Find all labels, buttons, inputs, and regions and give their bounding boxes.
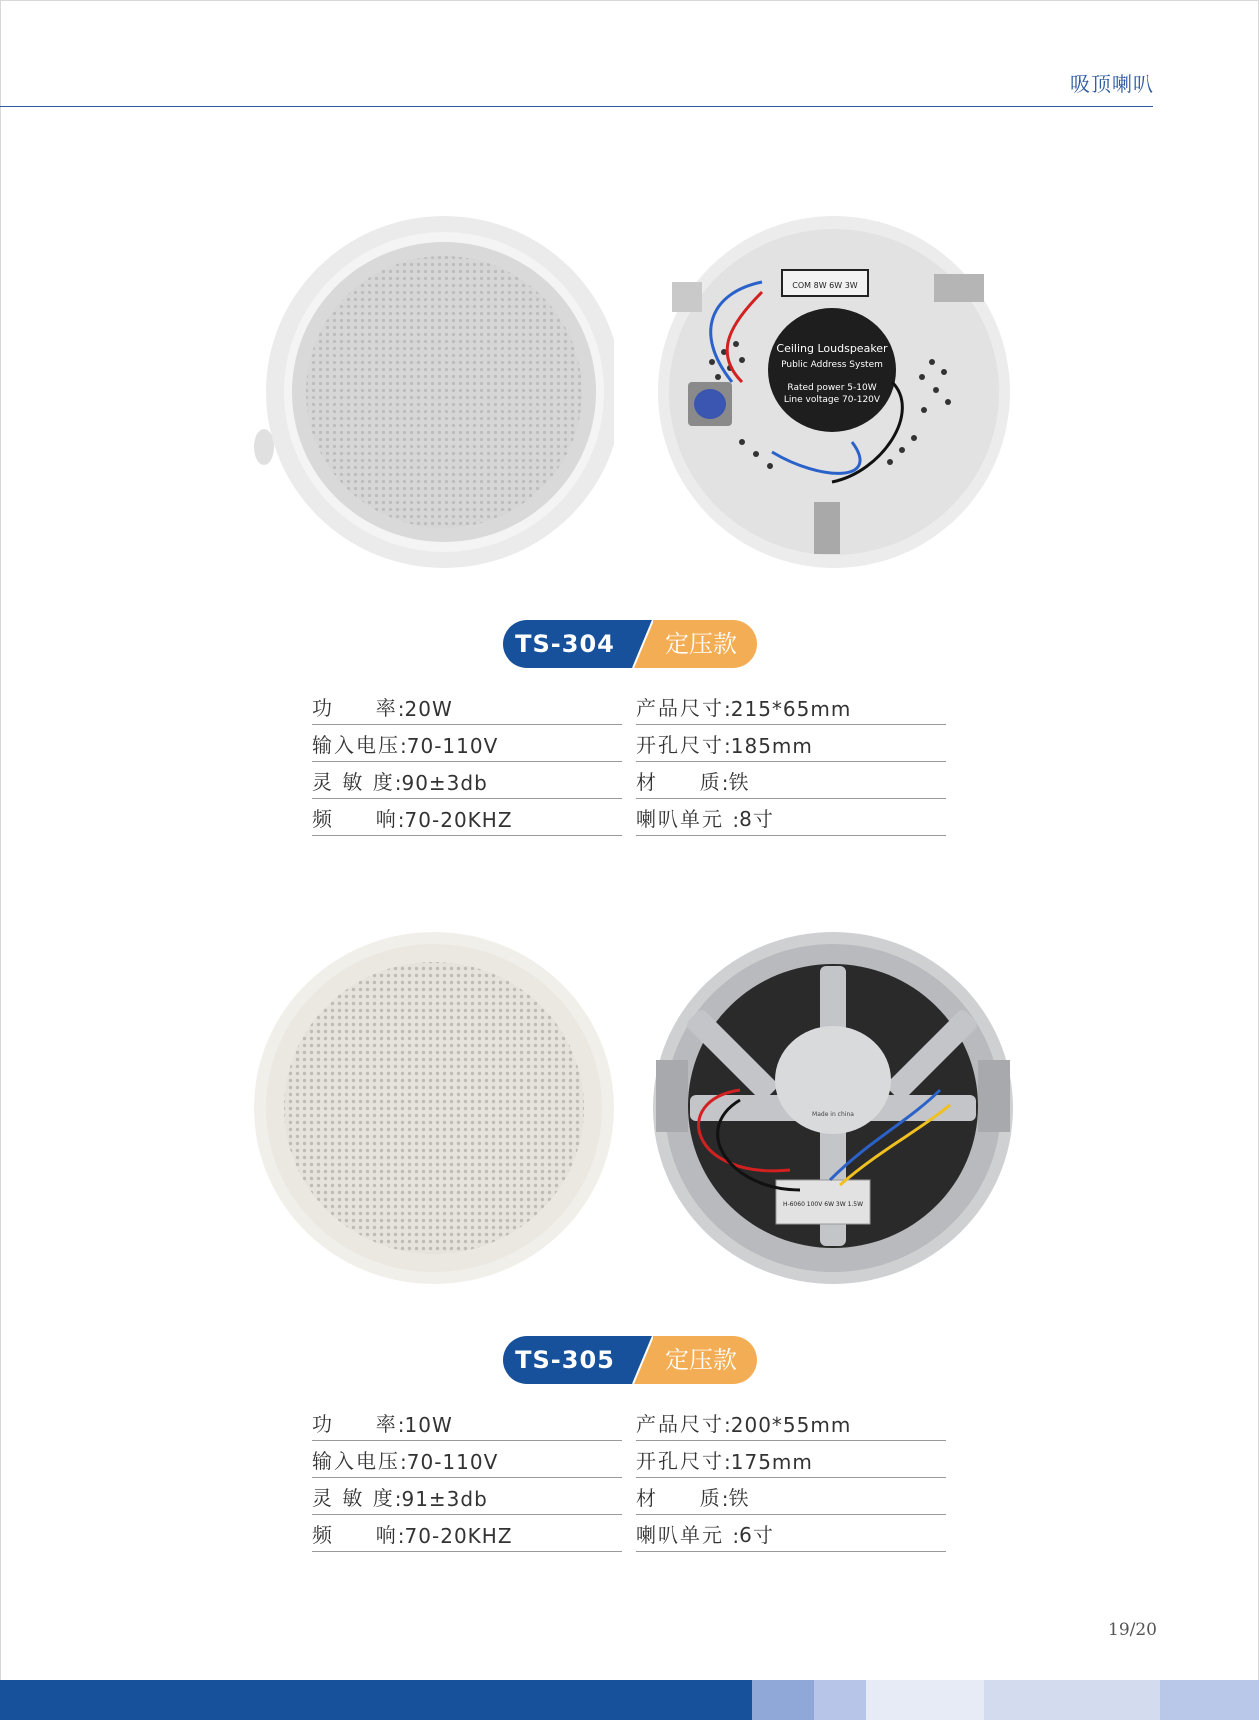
spec-label: 输入电压 (312, 1449, 400, 1473)
spec-value: 铁 (728, 1486, 750, 1510)
spec-value: 185mm (730, 734, 813, 758)
spec-row: 频 响 : 70-20KHZ (312, 799, 622, 836)
spec-row: 功 率 : 10W (312, 1404, 622, 1441)
spec-value: 200*55mm (730, 1413, 852, 1437)
model-type: 定压款 (665, 630, 737, 658)
spec-value: 70-20KHZ (404, 1524, 513, 1548)
spec-label: 产品尺寸 (636, 1412, 724, 1436)
spec-row: 输入电压 : 70-110V (312, 725, 622, 762)
header-title: 吸顶喇叭 (1070, 72, 1154, 96)
spec-label: 灵 敏 度 (312, 770, 395, 794)
spec-value: 70-110V (406, 1450, 499, 1474)
footer-segment (0, 1680, 752, 1720)
footer-bar (0, 1680, 1259, 1720)
product-front-photo (254, 212, 614, 572)
footer-segment (984, 1680, 1160, 1720)
product-back-photo (652, 212, 1012, 572)
spec-label: 材 质 (636, 1486, 722, 1510)
spec-row: 喇叭单元 : 6寸 (636, 1515, 946, 1552)
footer-segment (1160, 1680, 1259, 1720)
spec-label: 喇叭单元 (636, 807, 733, 831)
footer-segment (814, 1680, 866, 1720)
spec-value: 6寸 (739, 1523, 774, 1547)
spec-list-right (636, 688, 946, 836)
spec-value: 70-110V (406, 734, 499, 758)
spec-row: 产品尺寸 : 215*65mm (636, 688, 946, 725)
footer-segment (866, 1680, 984, 1720)
spec-label: 功 率 (312, 1412, 398, 1436)
back-label-line3: Rated power 5-10W (787, 383, 877, 393)
spec-value: 8寸 (739, 807, 774, 831)
spec-row: 材 质 : 铁 (636, 762, 946, 799)
model-badge (503, 1336, 757, 1384)
model-badge (503, 620, 757, 668)
spec-value: 90±3db (401, 771, 488, 795)
footer-segment (752, 1680, 814, 1720)
back-label-line1: Ceiling Loudspeaker (776, 342, 888, 355)
spec-row: 开孔尺寸 : 185mm (636, 725, 946, 762)
spec-label: 频 响 (312, 1523, 398, 1547)
spec-list-left (312, 1404, 622, 1552)
spec-value: 20W (404, 697, 453, 721)
spec-label: 输入电压 (312, 733, 400, 757)
spec-list-right (636, 1404, 946, 1552)
header-divider (0, 106, 1153, 107)
spec-row: 输入电压 : 70-110V (312, 1441, 622, 1478)
spec-row: 功 率 : 20W (312, 688, 622, 725)
spec-value: 10W (404, 1413, 453, 1437)
spec-value: 70-20KHZ (404, 808, 513, 832)
model-number: TS-304 (515, 630, 615, 658)
spec-label: 功 率 (312, 696, 398, 720)
spec-row: 开孔尺寸 : 175mm (636, 1441, 946, 1478)
spec-value: 91±3db (401, 1487, 488, 1511)
spec-list-left (312, 688, 622, 836)
spec-row: 产品尺寸 : 200*55mm (636, 1404, 946, 1441)
spec-row: 材 质 : 铁 (636, 1478, 946, 1515)
product-back-photo (650, 930, 1016, 1286)
spec-row: 频 响 : 70-20KHZ (312, 1515, 622, 1552)
model-number: TS-305 (515, 1346, 615, 1374)
product-front-photo (252, 930, 618, 1286)
spec-row: 喇叭单元 : 8寸 (636, 799, 946, 836)
spec-label: 开孔尺寸 (636, 1449, 724, 1473)
spec-row: 灵 敏 度 : 90±3db (312, 762, 622, 799)
spec-label: 开孔尺寸 (636, 733, 724, 757)
spec-value: 铁 (728, 770, 750, 794)
transformer-label: H-6060 100V 6W 3W 1.5W (782, 1201, 864, 1208)
model-type: 定压款 (665, 1346, 737, 1374)
spec-row: 灵 敏 度 : 91±3db (312, 1478, 622, 1515)
back-label-line2: Public Address System (781, 360, 883, 370)
spec-value: 175mm (730, 1450, 813, 1474)
spec-label: 喇叭单元 (636, 1523, 733, 1547)
spec-label: 材 质 (636, 770, 722, 794)
page-number: 19/20 (1108, 1620, 1157, 1640)
back-label-line4: Line voltage 70-120V (783, 395, 881, 405)
terminal-label: COM 8W 6W 3W (792, 281, 858, 290)
spec-value: 215*65mm (730, 697, 852, 721)
back-label-line1: Made in china (812, 1111, 854, 1118)
spec-label: 频 响 (312, 807, 398, 831)
spec-label: 灵 敏 度 (312, 1486, 395, 1510)
spec-label: 产品尺寸 (636, 696, 724, 720)
